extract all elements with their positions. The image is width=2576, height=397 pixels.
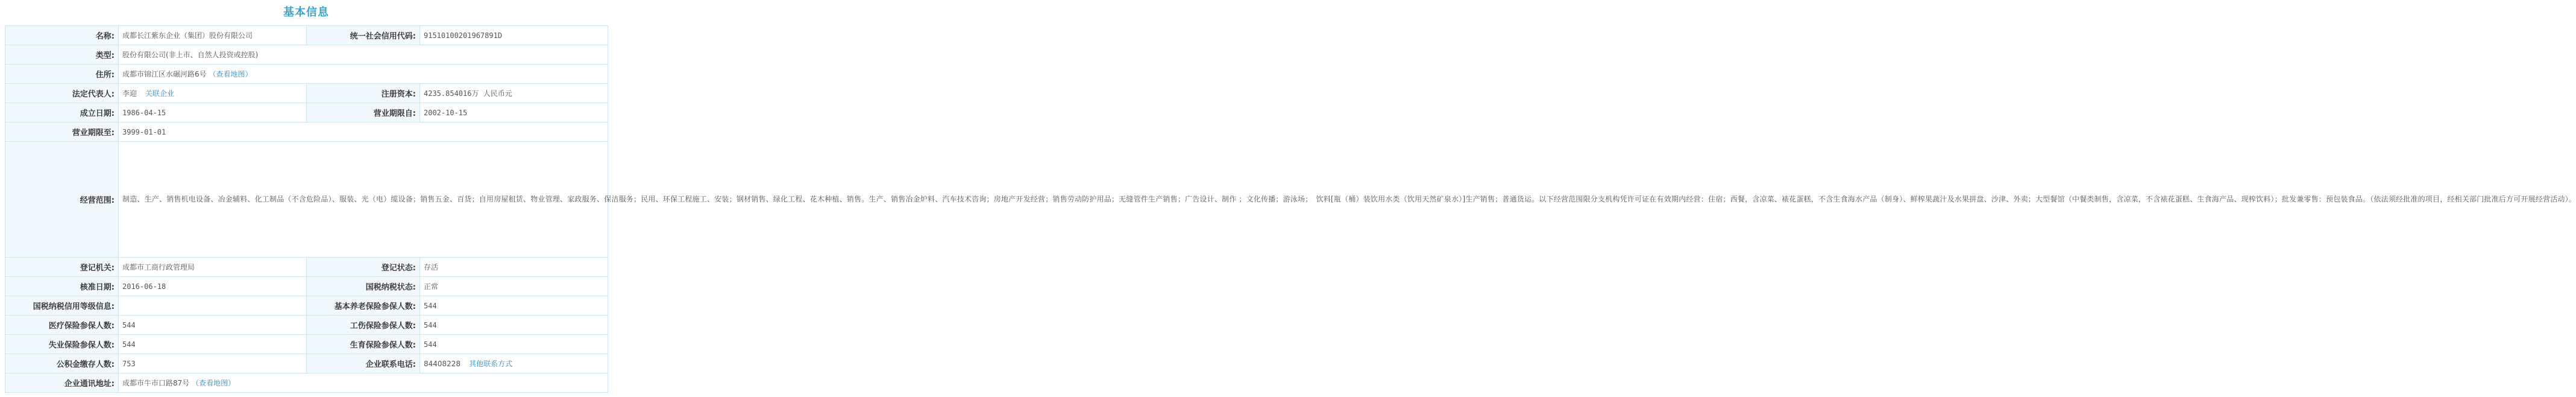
legal-rep-cell bbox=[119, 84, 307, 103]
related-companies-link[interactable]: 关联企业 bbox=[145, 89, 175, 98]
pension-label: 基本养老保险参保人数: bbox=[307, 296, 420, 316]
founded-label: 成立日期: bbox=[5, 103, 119, 122]
table-row bbox=[5, 142, 608, 258]
unemployment-value: 544 bbox=[119, 335, 307, 354]
reg-capital-label: 注册资本: bbox=[307, 84, 420, 103]
address-cell bbox=[119, 65, 608, 84]
name-value: 成都长江紫东企业（集团）股份有限公司 bbox=[119, 26, 307, 45]
mail-address-label: 企业通讯地址: bbox=[5, 373, 119, 393]
unemployment-label: 失业保险参保人数: bbox=[5, 335, 119, 354]
address-map-link[interactable]: （查看地图） bbox=[209, 70, 253, 78]
table-row bbox=[5, 316, 608, 335]
type-label: 类型: bbox=[5, 45, 119, 65]
credit-code-value: 91510100201967891D bbox=[420, 26, 608, 45]
basic-info-table bbox=[5, 25, 2576, 393]
address-value: 成都市锦江区水碾河路6号 bbox=[122, 70, 207, 78]
tax-credit-value bbox=[119, 296, 307, 316]
page-title: 基本信息 bbox=[283, 6, 329, 19]
mail-address-cell bbox=[119, 373, 608, 393]
founded-value: 1986-04-15 bbox=[119, 103, 307, 122]
other-contacts-link[interactable]: 其他联系方式 bbox=[469, 360, 513, 368]
phone-value: 84408228 bbox=[424, 360, 461, 368]
housing-fund-value: 753 bbox=[119, 354, 307, 373]
medical-value: 544 bbox=[119, 316, 307, 335]
table-row bbox=[5, 258, 608, 277]
table-row bbox=[5, 84, 608, 103]
type-value: 股份有限公司(非上市、自然人投资或控股) bbox=[119, 45, 608, 65]
table-row bbox=[5, 373, 608, 393]
address-label: 住所: bbox=[5, 65, 119, 84]
mail-address-value: 成都市牛市口路87号 bbox=[122, 379, 190, 387]
table-row bbox=[5, 354, 608, 373]
term-from-label: 营业期限自: bbox=[307, 103, 420, 122]
phone-cell bbox=[420, 354, 608, 373]
table-row bbox=[5, 296, 608, 316]
maternity-value: 544 bbox=[420, 335, 608, 354]
term-to-label: 营业期限至: bbox=[5, 122, 119, 142]
term-to-value: 3999-01-01 bbox=[119, 122, 608, 142]
tax-status-label: 国税纳税状态: bbox=[307, 277, 420, 296]
tax-status-value: 正常 bbox=[420, 277, 608, 296]
mail-address-map-link[interactable]: （查看地图） bbox=[192, 379, 236, 387]
medical-label: 医疗保险参保人数: bbox=[5, 316, 119, 335]
table-row bbox=[5, 335, 608, 354]
legal-rep-value: 李迎 bbox=[122, 89, 137, 98]
reg-authority-value: 成都市工商行政管理局 bbox=[119, 258, 307, 277]
housing-fund-label: 公积金缴存人数: bbox=[5, 354, 119, 373]
injury-label: 工伤保险参保人数: bbox=[307, 316, 420, 335]
legal-rep-label: 法定代表人: bbox=[5, 84, 119, 103]
tax-credit-label: 国税纳税信用等级信息: bbox=[5, 296, 119, 316]
phone-label: 企业联系电话: bbox=[307, 354, 420, 373]
table-row bbox=[5, 277, 608, 296]
table-row bbox=[5, 103, 608, 122]
approval-date-label: 核准日期: bbox=[5, 277, 119, 296]
name-label: 名称: bbox=[5, 26, 119, 45]
reg-status-label: 登记状态: bbox=[307, 258, 420, 277]
credit-code-label: 统一社会信用代码: bbox=[307, 26, 420, 45]
table-row bbox=[5, 45, 608, 65]
injury-value: 544 bbox=[420, 316, 608, 335]
table-row bbox=[5, 122, 608, 142]
pension-value: 544 bbox=[420, 296, 608, 316]
scope-label: 经营范围: bbox=[5, 142, 119, 258]
term-from-value: 2002-10-15 bbox=[420, 103, 608, 122]
approval-date-value: 2016-06-18 bbox=[119, 277, 307, 296]
table-row bbox=[5, 26, 608, 45]
table-row bbox=[5, 65, 608, 84]
scope-value: 制造、生产、销售机电设备、冶金辅料、化工制品（不含危险品）、服装、光（电）缆设备；销售五金、百货；自用房屋租赁、物业管理、家政服务、保洁服务；民用、环保工程施工、安装；钢材销售、绿化工程、花木种植、销售。生产、销售冶金炉料、汽车技术咨询；房地产开发经营；销售劳动防护用品；无缝管件生产销售；广告设计、制作 ；文化传播；游泳场； 饮料[瓶（桶）装饮用水类（饮用天然矿泉水）]生产销售；普通货运。以下经营范围限分支机构凭许可证在有效期内经营：住宿；西餐，含凉菜、裱花蛋糕，不含生食海水产品（制身）、鲜榨果蔬汁及水果拼盘、沙津、外卖；大型餐馆（中餐类制售，含凉菜，不含裱花蛋糕、生食海产品、现榨饮料）；批发兼零售：预包装食品。（依法须经批准的项目，经相关部门批准后方可开展经营活动）。 bbox=[119, 142, 608, 258]
reg-authority-label: 登记机关: bbox=[5, 258, 119, 277]
maternity-label: 生育保险参保人数: bbox=[307, 335, 420, 354]
reg-status-value: 存活 bbox=[420, 258, 608, 277]
reg-capital-value: 4235.854016万 人民币元 bbox=[420, 84, 608, 103]
